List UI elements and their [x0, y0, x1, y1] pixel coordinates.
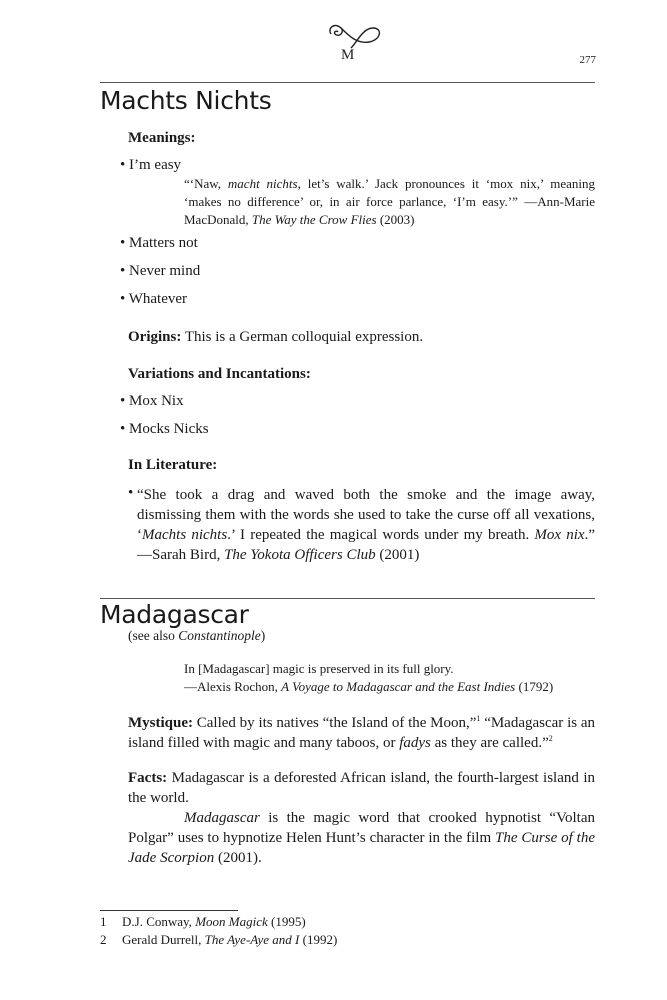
footnote: 2 Gerald Durrell, The Aye-Aye and I (1992): [100, 932, 338, 947]
origins-paragraph: Origins: This is a German colloquial expression.: [128, 329, 424, 345]
mystique-paragraph: Mystique: Called by its natives “the Island of the Moon,”$^1$ “Madagascar is an island filled with magic and many taboos, or fadys as they are called.”$^2$: [128, 714, 595, 751]
meaning-item: • I’m easy: [120, 157, 182, 173]
section-divider: [100, 598, 595, 599]
meaning-quote: “‘Naw, macht nichts, let’s walk.’ Jack pronounces it ‘mox nix,’ meaning ‘makes no difference’ or, in air force parlance, ‘I’m easy.’” —Ann-Marie MacDonald, The Way the Crow Flies (2003): [184, 176, 595, 227]
literature-quote: “She took a drag and waved both the smoke and the image away, dismissing them with the words she used to take the curse off all vexations, ‘Machts nichts.’ I repeated the magical words under my breath. Mox nix.” —Sarah Bird, The Yokota Officers Club (2001): [137, 487, 595, 563]
meanings-label: Meanings:: [128, 130, 196, 146]
variation-item: • Mox Nix: [120, 393, 184, 409]
meaning-item: • Never mind: [120, 263, 201, 279]
entry-title: Machts Nichts: [100, 86, 272, 115]
see-also: (see also Constantinople): [128, 628, 266, 643]
footnote: 1 D.J. Conway, Moon Magick (1995): [100, 914, 306, 929]
origins-label: Origins:: [128, 329, 182, 345]
meaning-item: • Whatever: [120, 291, 188, 307]
meaning-item: • Matters not: [120, 235, 198, 251]
facts-paragraph: Facts: Madagascar is a deforested African island, the fourth-largest island in the world. Madagascar is the magic word that crooked hypnotist “Voltan Polgar” uses to hypnotize Helen Hunt’s character in the film The Curse of the Jade Scorpion (2001).: [128, 770, 595, 866]
footnote-rule: [100, 910, 238, 911]
variation-item: • Mocks Nicks: [120, 421, 209, 437]
swirl-m-ornament-icon: [323, 20, 385, 62]
facts-label: Facts:: [128, 770, 168, 786]
literature-bullet: •: [128, 485, 134, 501]
section-divider: [100, 82, 595, 83]
literature-label: In Literature:: [128, 457, 218, 473]
ornament-letter: M: [341, 47, 355, 62]
mystique-label: Mystique:: [128, 715, 193, 731]
epigraph: In [Madagascar] magic is preserved in its full glory. —Alexis Rochon, A Voyage to Madagascar and the East Indies (1792): [184, 661, 554, 694]
page-number: 277: [579, 54, 596, 66]
variations-label: Variations and Incantations:: [128, 366, 311, 382]
entry-title: Madagascar: [100, 600, 249, 629]
